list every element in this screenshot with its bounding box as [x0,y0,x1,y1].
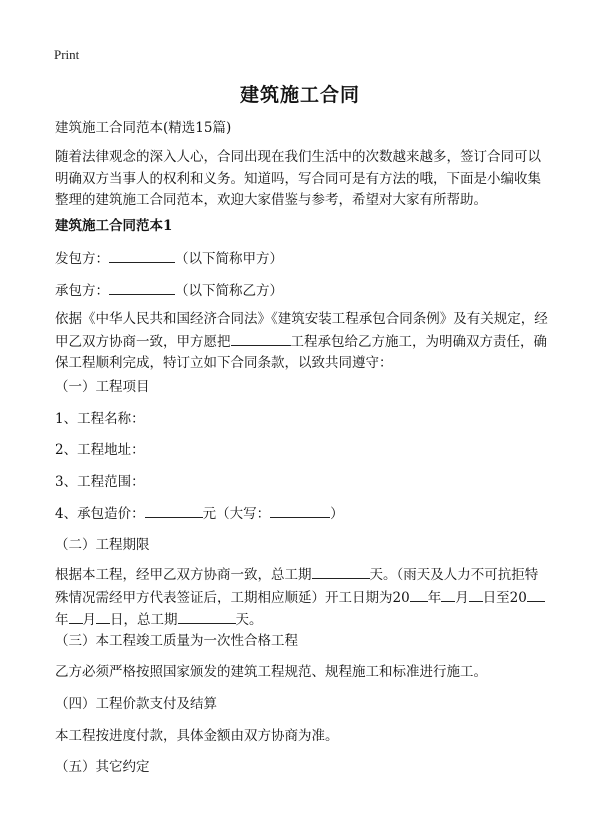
party-a-label: 发包方： [55,251,109,267]
s2-text-9: 天。 [235,612,263,628]
s4-heading: （四）工程价款支付及结算 [55,696,217,712]
project-name-blank [231,331,291,346]
s3-heading: （三）本工程竣工质量为一次性合格工程 [55,633,298,649]
price-end: ） [330,506,344,522]
preamble-before: 依据《中华人民共和国经济合同法》《建筑安装工程承包合同条例》及有关规定，经甲乙双方协商一致，甲方愿把 [55,311,548,350]
s2-text-4: 月 [455,589,469,606]
s4-body: 本工程按进度付款，具体金额由双方协商为准。 [55,728,339,744]
duration-blank [312,564,370,579]
s1-item-scope: 3、工程范围： [55,474,145,490]
price-blank [145,503,203,518]
start-year-blank [410,587,428,602]
s2-text-1: 根据本工程，经甲乙双方协商一致，总工期 [55,567,312,583]
party-b-blank [109,280,175,295]
party-b-line [55,280,550,302]
print-link[interactable]: Print [54,47,80,62]
price-mid: 元（大写： [202,506,271,522]
party-a-blank [109,248,175,263]
s2-paragraph [55,564,550,632]
s1-item-price [55,503,550,525]
s2-text-6: 年 [55,612,69,628]
s5-heading: （五）其它约定 [55,759,150,775]
end-day-blank [96,609,110,624]
s1-item-address: 2、工程地址： [55,442,145,458]
s2-heading: （二）工程期限 [55,537,150,553]
s2-text-8: 日，总工期 [110,612,178,628]
start-day-blank [469,587,483,602]
party-b-label: 承包方： [55,283,109,299]
s1-item-name: 1、工程名称： [55,411,145,427]
party-a-suffix: （以下简称甲方） [175,251,283,267]
end-year-blank [527,587,545,602]
s3-body: 乙方必须严格按照国家颁发的建筑工程规范、规程施工和标准进行施工。 [55,664,487,680]
intro-paragraph: 随着法律观念的深入人心，合同出现在我们生活中的次数越来越多，签订合同可以明确双方当事人的权利和义务。知道吗，写合同可是有方法的哦，下面是小编收集整理的建筑施工合同范本，欢迎大家借鉴与参考，希望对大家有所帮助。 [55,149,541,208]
s2-text-5: 日至20 [482,589,527,606]
s2-text-7: 月 [82,612,96,628]
s2-text-3: 年 [427,589,442,606]
party-a-line [55,248,550,270]
price-words-blank [270,503,330,518]
start-month-blank [441,587,455,602]
total-duration-blank [178,609,236,624]
subtitle: 建筑施工合同范本(精选15篇) [55,120,232,136]
preamble-paragraph [55,309,550,375]
end-month-blank [69,609,83,624]
s1-heading: （一）工程项目 [55,379,150,395]
party-b-suffix: （以下简称乙方） [175,283,283,299]
document-title: 建筑施工合同 [239,84,360,106]
section-heading: 建筑施工合同范本1 [55,218,173,234]
s2-text-2: 天。（雨天及人力不可抗拒特殊情况需经甲方代表签证后，工期相应顺延）开工日期为20 [55,567,539,606]
price-label: 4、承包造价： [55,506,145,522]
preamble-after: 工程承包给乙方施工，为明确双方责任，确保工程顺利完成，特订立如下合同条款，以致共同遵守： [55,333,547,371]
